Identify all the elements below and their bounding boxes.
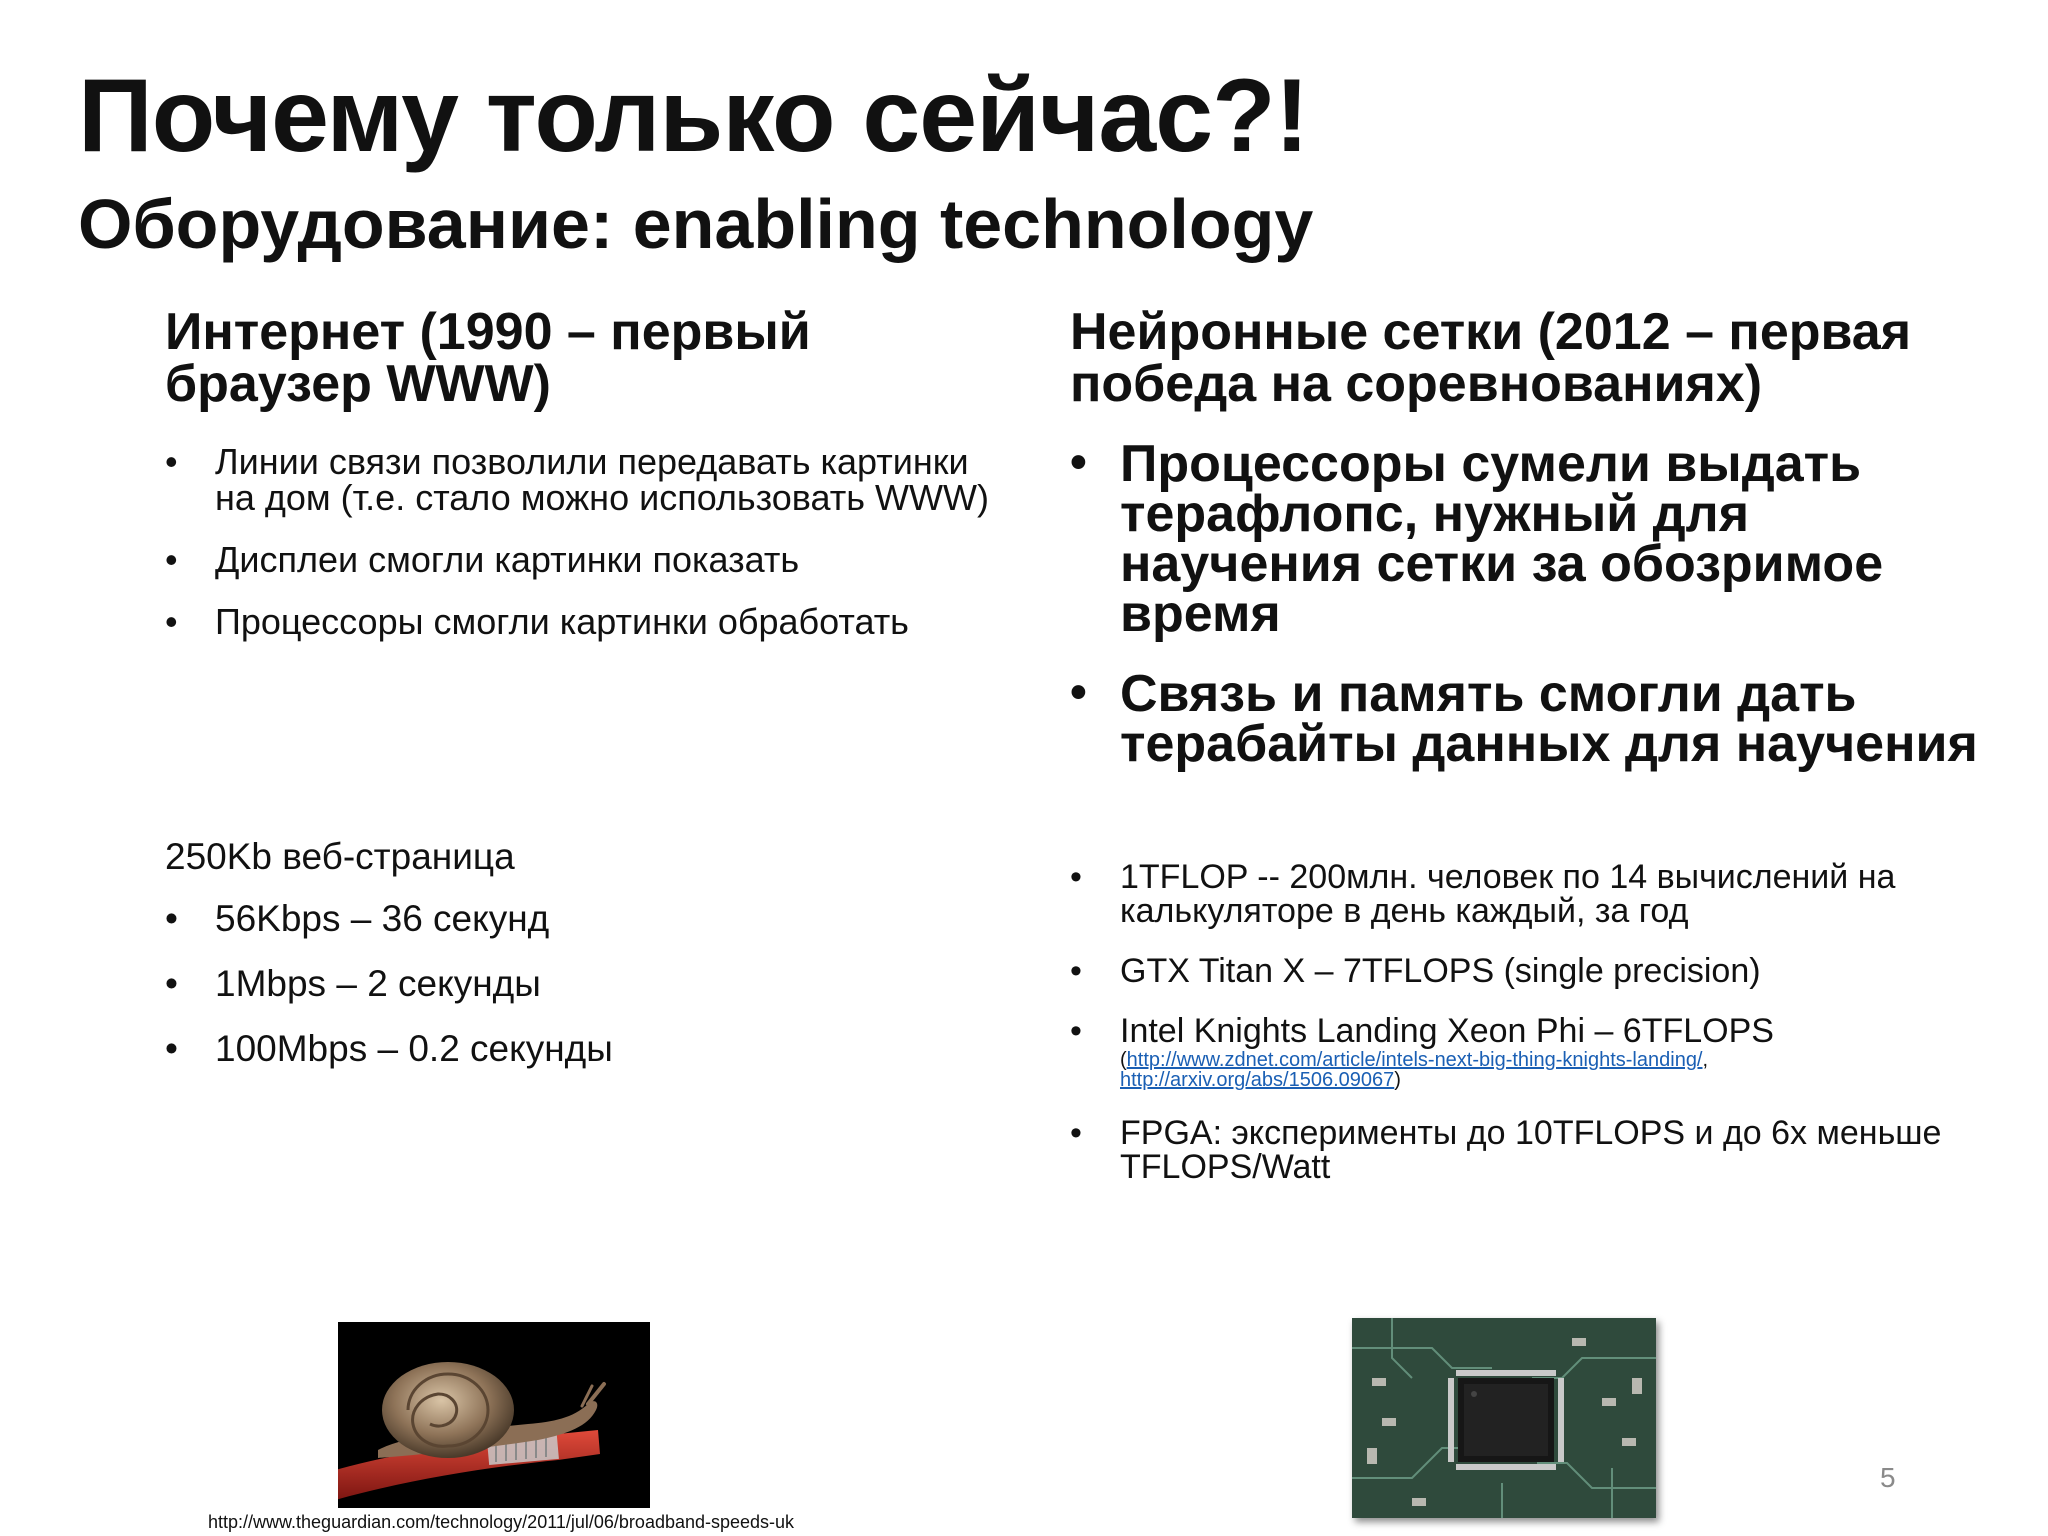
list-item: • GTX Titan X – 7TFLOPS (single precision)	[1070, 952, 1761, 990]
bullet-icon: •	[165, 963, 178, 1004]
right-heading-line-2: победа на соревнованиях)	[1070, 355, 1763, 413]
slide-subtitle: Оборудование: enabling technology	[78, 185, 1314, 263]
slide-title: Почему только сейчас?!	[78, 58, 1309, 174]
reference-links: (http://www.zdnet.com/article/intels-next-big-thing-knights-landing/, http://arxiv.org/abs/1506.09067)	[1120, 1049, 1709, 1091]
list-item: • Intel Knights Landing Xeon Phi – 6TFLOPS (http://www.zdnet.com/article/intels-next-big-thing-knights-landing/, http://arxiv.org/abs/1506.09067)	[1070, 1014, 1990, 1090]
list-item: • Связь и память смогли дать терабайты данных для научения	[1070, 664, 1978, 773]
list-item: • Линии связи позволили передавать картинки на дом (т.е. стало можно использовать WWW)	[165, 441, 989, 518]
arxiv-reference-link[interactable]: http://arxiv.org/abs/1506.09067	[1120, 1069, 1395, 1091]
list-item: • 100Mbps – 0.2 секунды	[165, 1028, 613, 1069]
list-item: • 1Mbps – 2 секунды	[165, 963, 541, 1004]
bullet-icon: •	[1070, 665, 1087, 719]
left-bullet-list	[165, 441, 1005, 666]
circuit-board-illustration	[1352, 1318, 1656, 1518]
right-bullet-list	[1070, 435, 1990, 799]
snail-on-cable-image	[338, 1322, 650, 1508]
web-page-size-label: 250Kb веб-страница	[165, 836, 515, 877]
list-item: • 1TFLOP -- 200млн. человек по 14 вычислений на калькуляторе в день каждый, за год	[1070, 858, 1896, 930]
image-source-caption: http://www.theguardian.com/technology/2011/jul/06/broadband-speeds-uk	[208, 1512, 795, 1532]
right-column-heading	[1070, 303, 1990, 413]
circuit-board-chip-image	[1352, 1318, 1656, 1518]
left-heading-line-1: Интернет (1990 – первый	[165, 303, 811, 361]
bullet-icon: •	[1070, 436, 1087, 489]
flops-bullet-list	[1070, 860, 1990, 1210]
right-heading-line-1: Нейронные сетки (2012 – первая	[1070, 303, 1912, 361]
bullet-icon: •	[165, 1028, 178, 1069]
list-item: • Процессоры смогли картинки обработать	[165, 601, 909, 642]
list-item: • FPGA: эксперименты до 10TFLOPS и до 6x меньше TFLOPS/Watt	[1070, 1114, 1942, 1186]
bullet-icon: •	[165, 898, 178, 939]
bullet-icon: •	[165, 601, 178, 642]
bullet-icon: •	[1070, 858, 1082, 896]
page-number: 5	[1880, 1462, 1896, 1493]
bullet-icon: •	[165, 441, 178, 482]
bullet-icon: •	[1070, 1012, 1082, 1050]
bullet-icon: •	[1070, 1114, 1082, 1152]
speed-bullet-list	[165, 900, 1005, 1095]
list-item: • 56Kbps – 36 секунд	[165, 898, 550, 939]
left-column-heading	[165, 303, 985, 413]
list-item: • Процессоры сумели выдать терафлопс, нужный для научения сетки за обозримое время	[1070, 435, 1884, 643]
snail-illustration	[338, 1322, 650, 1508]
bullet-icon: •	[1070, 952, 1082, 990]
list-item: • Дисплеи смогли картинки показать	[165, 539, 800, 580]
left-heading-line-2: браузер WWW)	[165, 355, 551, 413]
bullet-icon: •	[165, 539, 178, 580]
zdnet-reference-link[interactable]: http://www.zdnet.com/article/intels-next-big-thing-knights-landing/	[1126, 1049, 1703, 1071]
